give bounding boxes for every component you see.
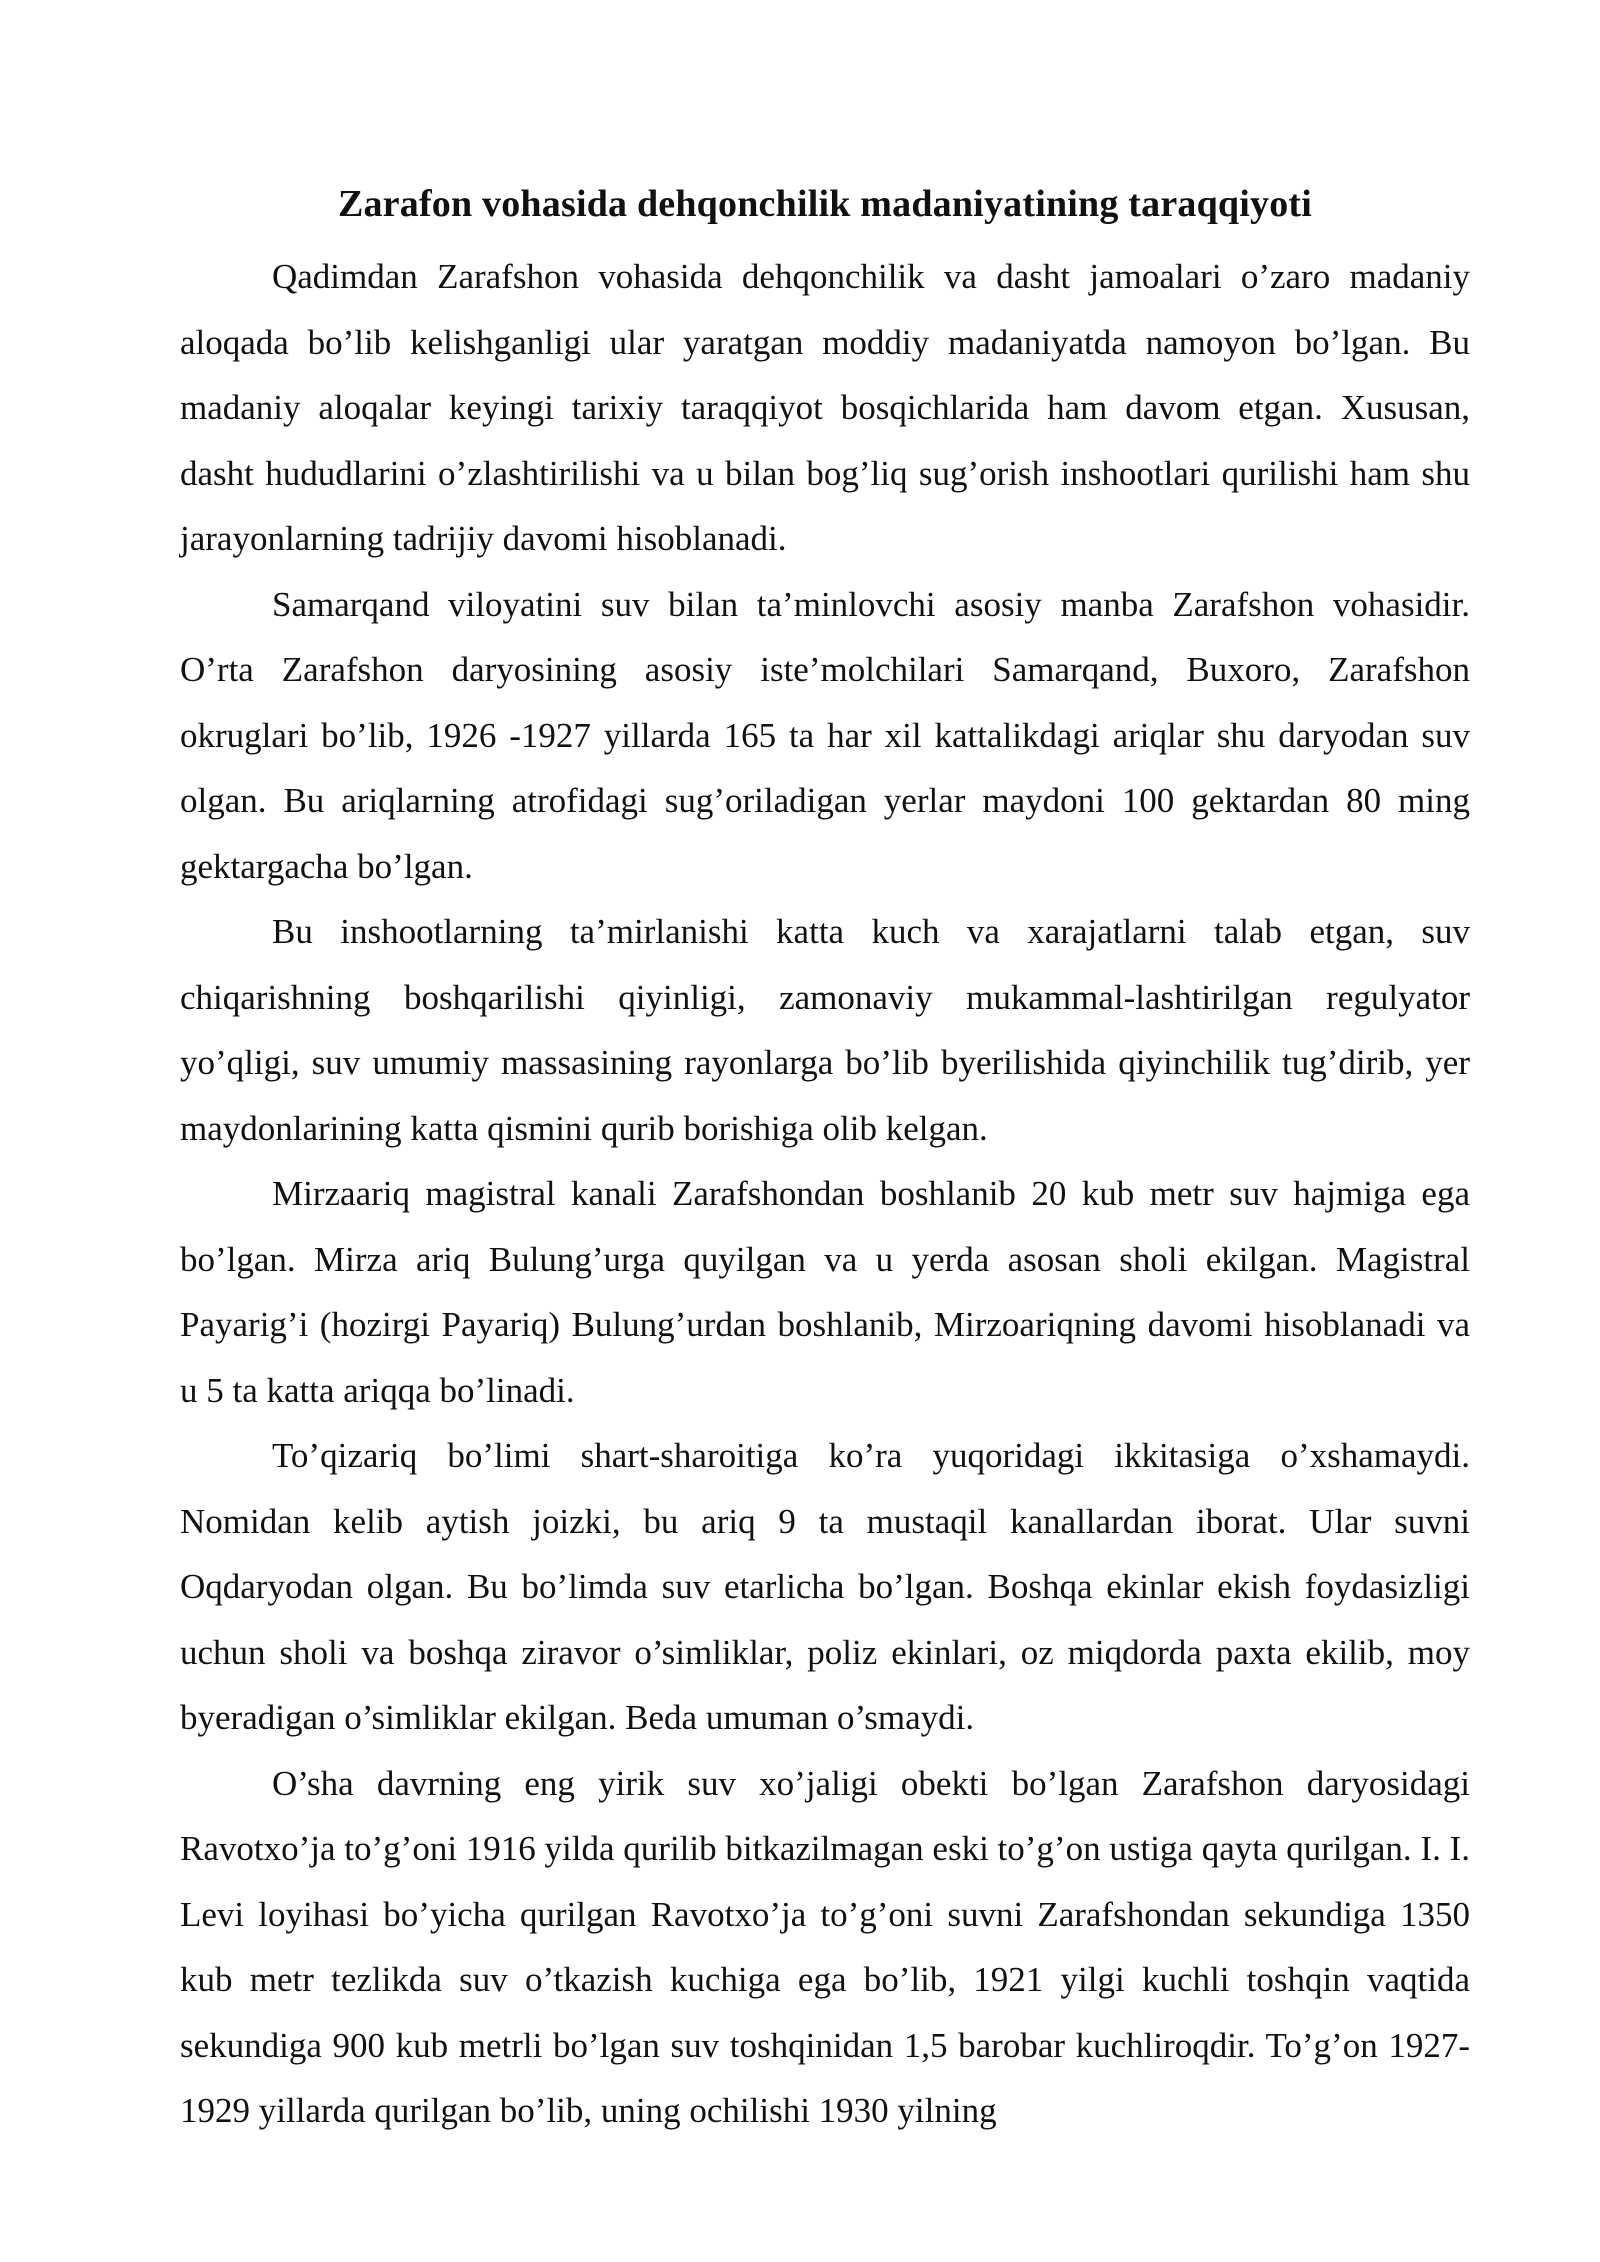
paragraph-1: Qadimdan Zarafshon vohasida dehqonchilik va dasht jamoalari o’zaro madaniy aloqada bo’lib kelishganligi ular yaratgan moddiy madaniyatda namoyon bo’lgan. Bu madaniy aloqalar keyingi tarixiy taraqqiyot bosqichlarida ham davom etgan. Xususan, dasht hududlarini o’zlashtirilishi va u bilan bog’liq sug’orish inshootlari qurilishi ham shu jarayonlarning tadrijiy davomi hisoblanadi. xyxy=(180,257,1470,558)
paragraph-4: Mirzaariq magistral kanali Zarafshondan boshlanib 20 kub metr suv hajmiga ega bo’lgan. Mirza ariq Bulung’urga quyilgan va u yerda asosan sholi ekilgan. Magistral Payarig’i (hozirgi Payariq) Bulung’urdan boshlanib, Mirzoariqning davomi hisoblanadi va u 5 ta katta ariqqa bo’linadi. xyxy=(180,1174,1470,1410)
paragraph-5: To’qizariq bo’limi shart-sharoitiga ko’ra yuqoridagi ikkitasiga o’xshamaydi. Nomidan kelib aytish joizki, bu ariq 9 ta mustaqil kanallardan iborat. Ular suvni Oqdaryodan olgan. Bu bo’limda suv etarlicha bo’lgan. Boshqa ekinlar ekish foydasizligi uchun sholi va boshqa ziravor o’simliklar, poliz ekinlari, oz miqdorda paxta ekilib, moy byeradigan o’simliklar ekilgan. Beda umuman o’smaydi. xyxy=(180,1436,1470,1737)
paragraph-3: Bu inshootlarning ta’mirlanishi katta kuch va xarajatlarni talab etgan, suv chiqarishning boshqarilishi qiyinligi, zamonaviy mukammal-lashtirilgan regulyator yo’qligi, suv umumiy massasining rayonlarga bo’lib byerilishida qiyinchilik tug’dirib, yer maydonlarining katta qismini qurib borishiga olib kelgan. xyxy=(180,912,1470,1148)
paragraph-6: O’sha davrning eng yirik suv xo’jaligi obekti bo’lgan Zarafshon daryosidagi Ravotxo’ja to’g’oni 1916 yilda qurilib bitkazilmagan eski to’g’on ustiga qayta qurilgan. I. I. Levi loyihasi bo’yicha qurilgan Ravotxo’ja to’g’oni suvni Zarafshondan sekundiga 1350 kub metr tezlikda suv o’tkazish kuchiga ega bo’lib, 1921 yilgi kuchli toshqin vaqtida sekundiga 900 kub metrli bo’lgan suv toshqinidan 1,5 barobar kuchliroqdir. To’g’on 1927-1929 yillarda qurilgan bo’lib, uning ochilishi 1930 yilning xyxy=(180,1763,1470,2130)
paragraph-2: Samarqand viloyatini suv bilan ta’minlovchi asosiy manba Zarafshon vohasidir. O’rta Zarafshon daryosining asosiy iste’molchilari Samarqand, Buxoro, Zarafshon okruglari bo’lib, 1926 -1927 yillarda 165 ta har xil kattalikdagi ariqlar shu daryodan suv olgan. Bu ariqlarning atrofidagi sug’oriladigan yerlar maydoni 100 gektardan 80 ming gektargacha bo’lgan. xyxy=(180,584,1470,886)
document-title: Zarafon vohasida dehqonchilik madaniyatining taraqqiyoti xyxy=(337,183,1313,225)
document-body xyxy=(180,172,1470,2144)
